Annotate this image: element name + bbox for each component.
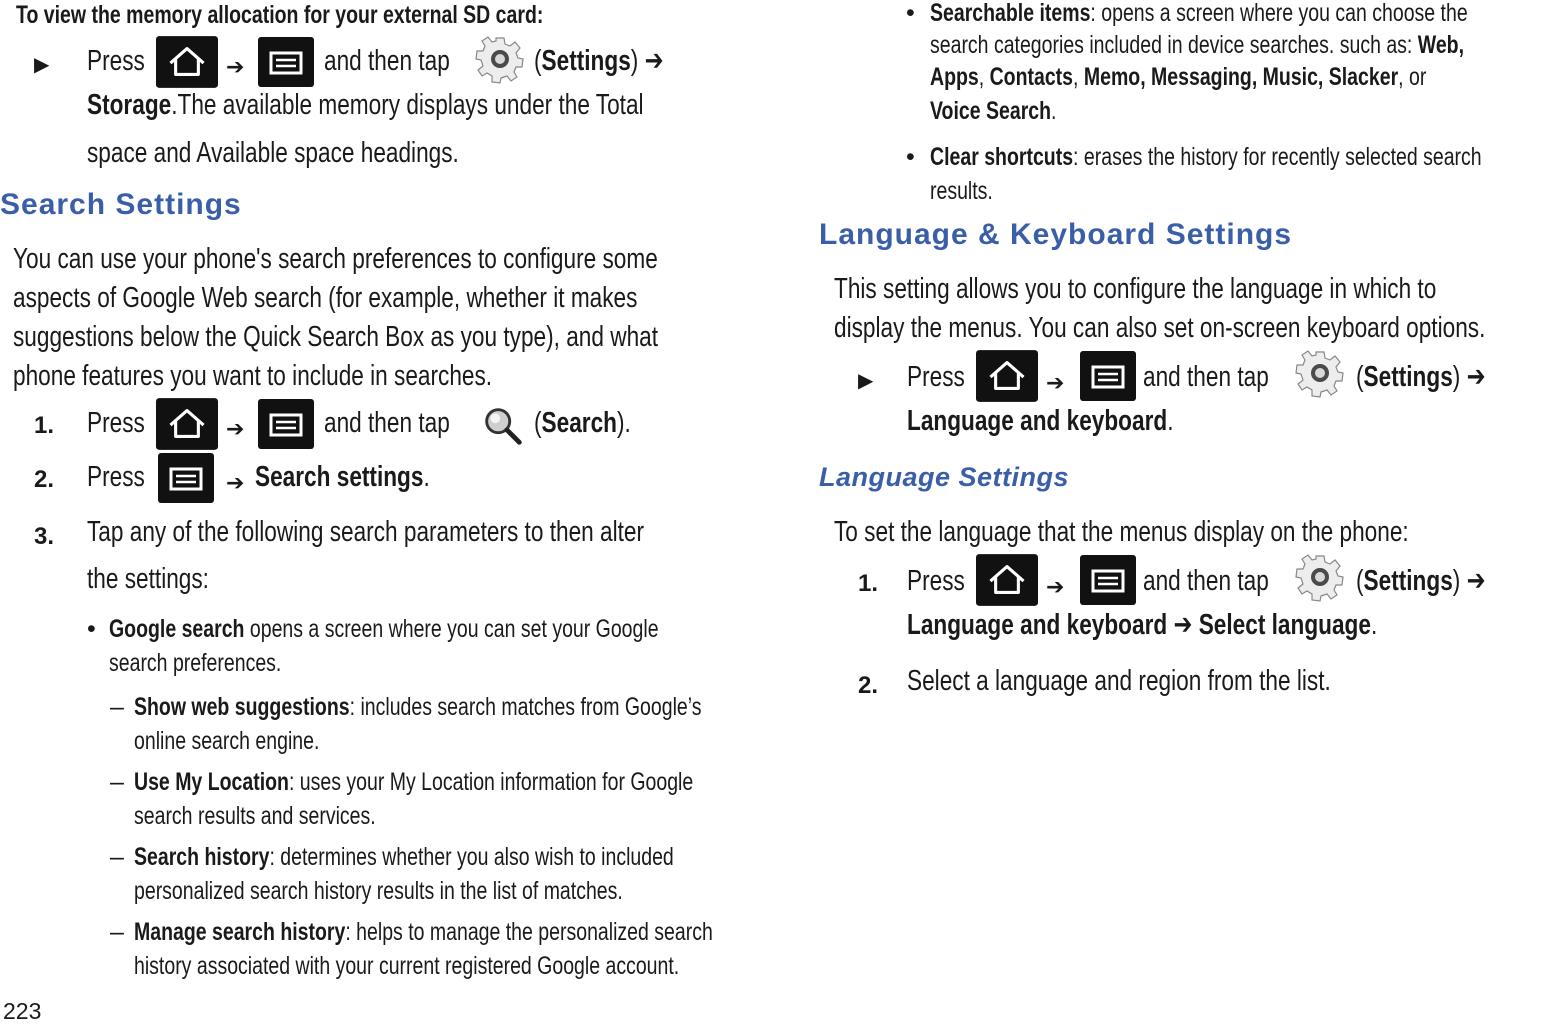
sd-card-title: To view the memory allocation for your external SD card:: [16, 1, 544, 29]
home-icon: [156, 398, 218, 450]
menu-icon: [258, 36, 314, 88]
search-step-3-cont: the settings:: [87, 563, 209, 595]
home-icon: [976, 554, 1038, 606]
right-column: • Searchable items: opens a screen where you can choose the search categories included in device searches. such as: Web, Apps, Contacts, Memo, Messaging, Music, Slacker, or Voice Search. • Clear shortcuts: erases the history for recently selected search results. Language & Keyboard Settings This setting allows you to configure the language in which to display the menus. You can also set on-screen keyboard options. ▶ Press ➔ and then tap (Settings) ➔ Language and keyboard. Language Settings To set the language that the menus display on the phone: 1. Press ➔ and then tap (Settings) ➔ Language and keyboard ➔ Select language. 2. Select a language and region from the list.: [780, 0, 1560, 1021]
lk-intro-1: This setting allows you to configure the language in which to: [834, 273, 1437, 305]
google-search-item-cont: search preferences.: [109, 649, 282, 677]
menu-icon: [1080, 554, 1136, 606]
home-icon: [156, 36, 218, 88]
lk-intro-2: display the menus. You can also set on-screen keyboard options.: [834, 312, 1486, 344]
settings-gear-icon: [1295, 348, 1345, 398]
searchable-items-cont-1: search categories included in device searches. such as: Web,: [930, 31, 1464, 59]
menu-icon: [1080, 350, 1136, 402]
right-arrow-icon: ➔: [226, 471, 245, 496]
lk-step-cont: Language and keyboard.: [907, 405, 1174, 437]
home-icon: [976, 350, 1038, 402]
right-arrow-icon: ➔: [1046, 371, 1065, 396]
sub-item-use-my-location-cont: search results and services.: [134, 802, 376, 830]
right-arrow-icon: ➔: [226, 417, 245, 442]
right-arrow-icon: ➔: [1046, 575, 1065, 600]
sub-item-search-history-cont: personalized search history results in the list of matches.: [134, 877, 623, 905]
page-number: 223: [3, 998, 42, 1024]
menu-icon: [258, 398, 314, 450]
language-keyboard-heading: Language & Keyboard Settings: [819, 218, 1293, 251]
search-magnifier-icon: [479, 402, 527, 450]
search-intro-2: aspects of Google Web search (for example, whether it makes: [13, 282, 638, 314]
sub-item-show-web-suggestions-cont: online search engine.: [134, 727, 320, 755]
settings-gear-icon: [1295, 552, 1345, 602]
ls-step-1-cont: Language and keyboard ➔ Select language.: [907, 609, 1378, 641]
searchable-items-cont-3: Voice Search.: [930, 97, 1057, 125]
sd-step-line-3: space and Available space headings.: [87, 137, 459, 169]
menu-icon: [158, 452, 214, 504]
step-bullet: ▶: [34, 54, 50, 76]
settings-gear-icon: [475, 34, 525, 84]
searchable-items-cont-2: Apps, Contacts, Memo, Messaging, Music, Slacker, or: [930, 63, 1427, 91]
sd-step-line-2: Storage.The available memory displays under the Total: [87, 89, 644, 121]
search-intro-3: suggestions below the Quick Search Box as you type), and what: [13, 321, 659, 353]
sub-item-manage-search-history-cont: history associated with your current registered Google account.: [134, 952, 680, 980]
search-intro-4: phone features you want to include in searches.: [13, 360, 493, 392]
clear-shortcuts-cont: results.: [930, 177, 993, 205]
search-settings-heading: Search Settings: [0, 188, 242, 221]
search-intro-1: You can use your phone's search preferences to configure some: [13, 243, 658, 275]
right-arrow-icon: ➔: [226, 55, 245, 80]
language-settings-heading: Language Settings: [819, 462, 1070, 492]
ls-intro: To set the language that the menus display on the phone:: [834, 516, 1409, 548]
left-column: To view the memory allocation for your external SD card: ▶ Press ➔ and then tap (Settings) ➔ Storage.The available memory displays under the Total space and Available space headings. Search Settings You can use your phone's search preferences to configure some aspects of Google Web search (for example, whether it makes suggestions below the Quick Search Box as you type), and what phone features you want to include in searches. 1. Press ➔ and then tap (Search). 2. Press ➔ Search settings. 3. Tap any of the following search parameters to then alter the settings: • Google search opens a screen where you can set your Google search preferences. – Show web suggestions: includes search matches from Google’s online search engine. – Use My Location: uses your My Location information for Google search results and services. – Search history: determines whether you also wish to included personalized search history results in the list of matches. – Manage search history: helps to manage the personalized search history associated with your current registered Google account. 223: [0, 0, 780, 1021]
